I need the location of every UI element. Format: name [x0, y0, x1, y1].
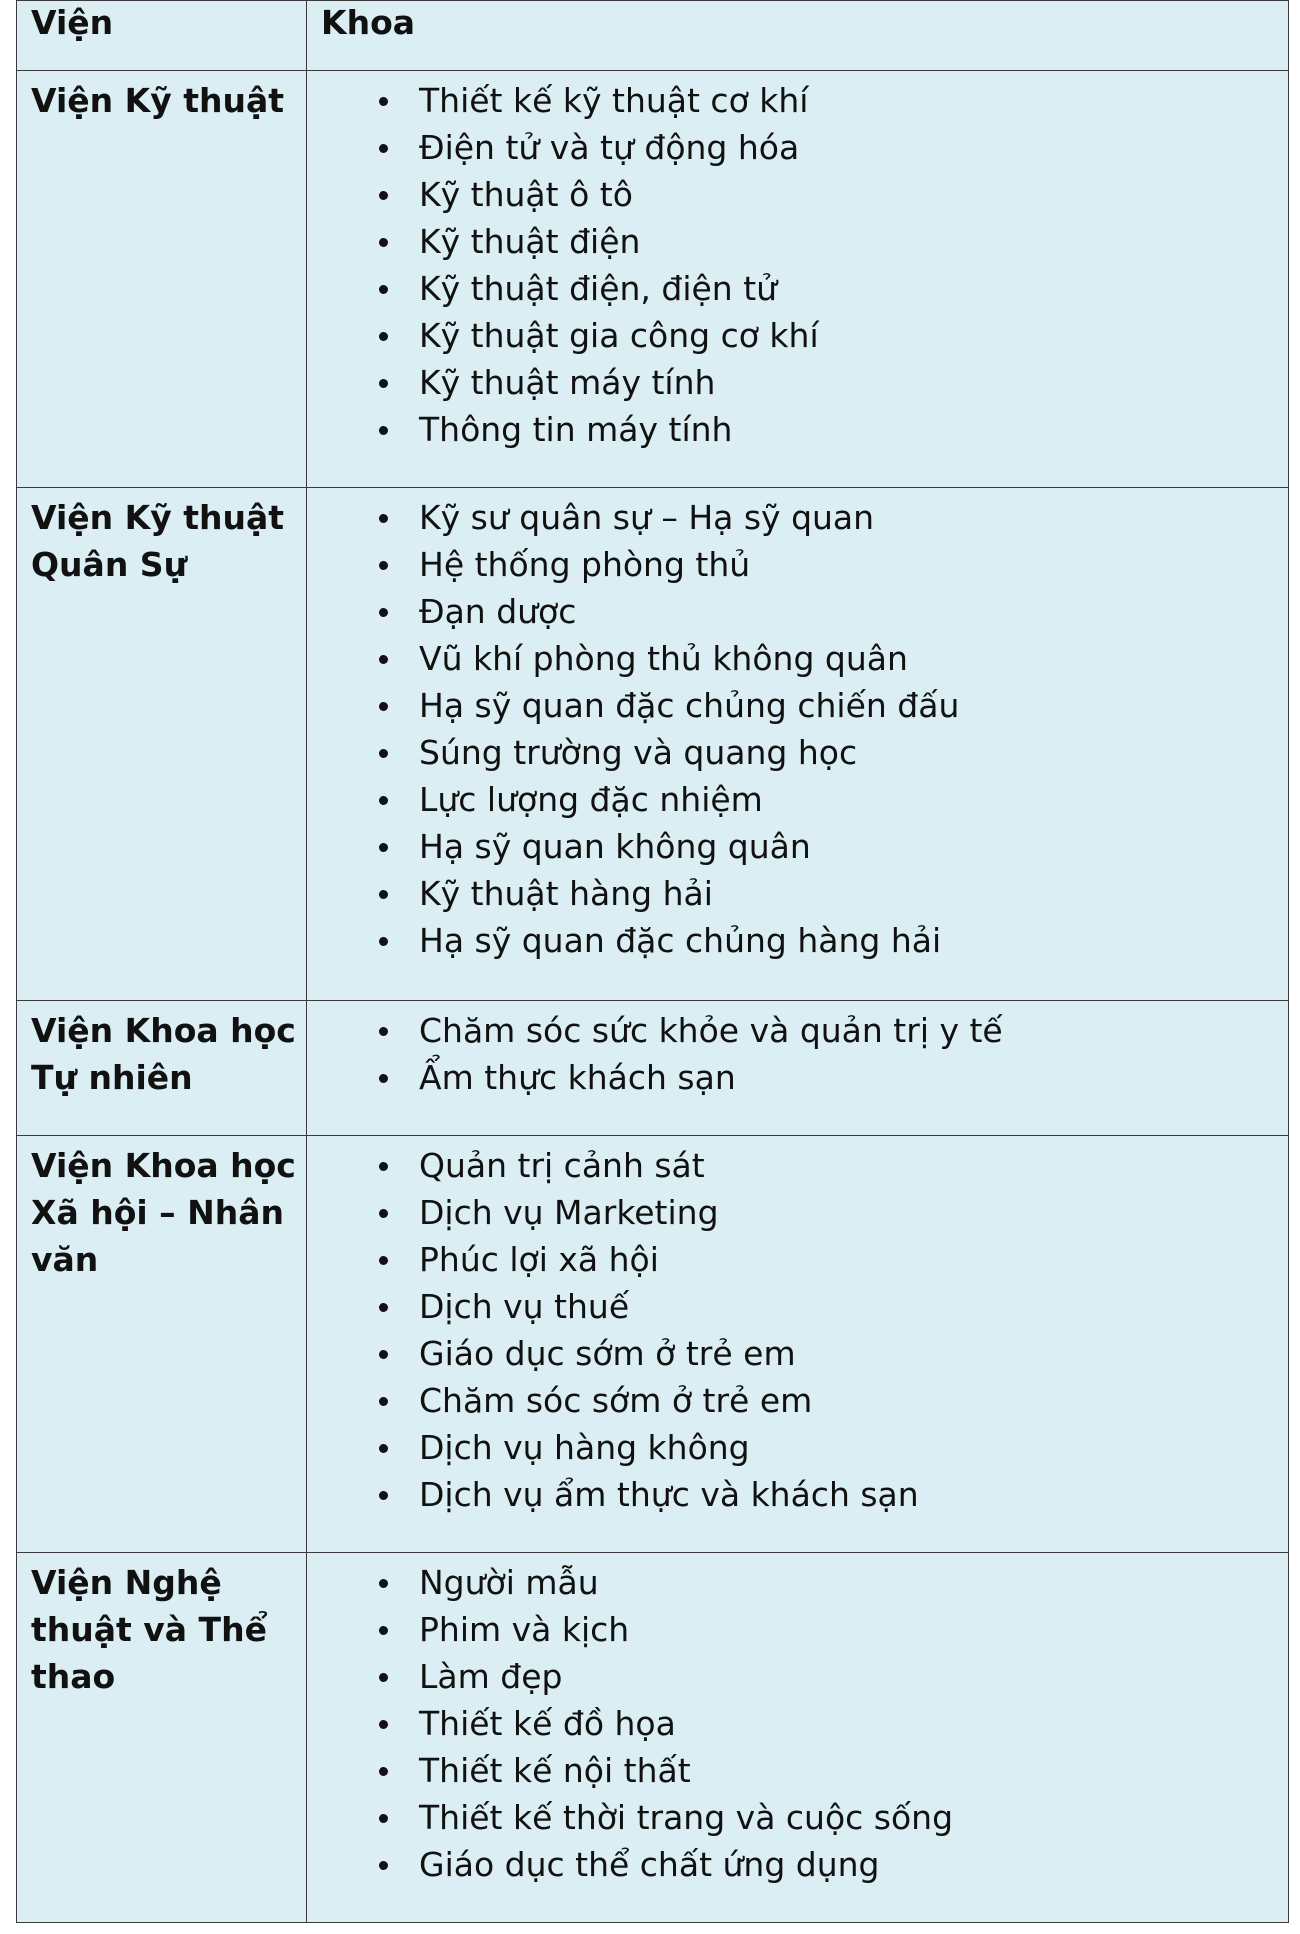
- list-item: [307, 823, 1288, 870]
- department-name: Kỹ thuật ô tô: [419, 175, 633, 214]
- bullet-icon: [379, 608, 388, 617]
- header-vien: [17, 1, 307, 71]
- department-name: Thiết kế thời trang và cuộc sống: [419, 1798, 954, 1837]
- list-item: [307, 1653, 1288, 1700]
- institute-cell: [17, 1553, 307, 1923]
- department-list: [307, 1136, 1288, 1518]
- list-item: [307, 776, 1288, 823]
- department-name: Ẩm thực khách sạn: [419, 1058, 736, 1097]
- bullet-icon: [379, 1491, 388, 1500]
- list-item: [307, 218, 1288, 265]
- department-name: Chăm sóc sức khỏe và quản trị y tế: [419, 1011, 1003, 1050]
- department-list: [307, 488, 1288, 964]
- list-item: [307, 1189, 1288, 1236]
- list-item: [307, 1142, 1288, 1189]
- department-name: Quản trị cảnh sát: [419, 1146, 705, 1185]
- table-row: [17, 71, 1289, 488]
- department-name: Súng trường và quang học: [419, 733, 858, 772]
- list-item: [307, 494, 1288, 541]
- list-item: [307, 77, 1288, 124]
- list-item: [307, 917, 1288, 964]
- bullet-icon: [379, 1256, 388, 1265]
- institute-cell: [17, 1001, 307, 1136]
- department-name: Kỹ thuật điện: [419, 222, 641, 261]
- department-name: Giáo dục sớm ở trẻ em: [419, 1334, 796, 1373]
- department-cell: [307, 71, 1289, 488]
- institute-name-line: văn: [31, 1240, 99, 1279]
- bullet-icon: [379, 1767, 388, 1776]
- institutes-table: [16, 0, 1289, 1923]
- bullet-icon: [379, 426, 388, 435]
- list-item: [307, 1700, 1288, 1747]
- bullet-icon: [379, 97, 388, 106]
- bullet-icon: [379, 332, 388, 341]
- institute-name-line: Viện Kỹ thuật: [31, 498, 285, 537]
- list-item: [307, 1841, 1288, 1888]
- bullet-icon: [379, 890, 388, 899]
- list-item: [307, 1606, 1288, 1653]
- department-cell: [307, 1136, 1289, 1553]
- institute-name: [17, 1001, 306, 1101]
- bullet-icon: [379, 1720, 388, 1729]
- bullet-icon: [379, 1861, 388, 1870]
- list-item: [307, 1747, 1288, 1794]
- list-item: [307, 312, 1288, 359]
- institute-name-line: Xã hội – Nhân: [31, 1193, 285, 1232]
- header-khoa: [307, 1, 1289, 71]
- department-name: Kỹ thuật điện, điện tử: [419, 269, 778, 308]
- department-name: Kỹ thuật hàng hải: [419, 874, 713, 913]
- bullet-icon: [379, 1397, 388, 1406]
- list-item: [307, 1054, 1288, 1101]
- table-row: [17, 488, 1289, 1001]
- institute-name-line: Viện Nghệ: [31, 1563, 222, 1602]
- list-item: [307, 1330, 1288, 1377]
- bullet-icon: [379, 843, 388, 852]
- institute-name: [17, 1553, 306, 1700]
- bullet-icon: [379, 1673, 388, 1682]
- bullet-icon: [379, 514, 388, 523]
- department-name: Phim và kịch: [419, 1610, 630, 1649]
- list-item: [307, 1236, 1288, 1283]
- institute-name-line: Viện Khoa học: [31, 1011, 296, 1050]
- bullet-icon: [379, 1814, 388, 1823]
- department-list: [307, 1553, 1288, 1888]
- bullet-icon: [379, 285, 388, 294]
- institute-name: [17, 488, 306, 588]
- department-name: Thiết kế đồ họa: [419, 1704, 676, 1743]
- list-item: [307, 171, 1288, 218]
- department-name: Lực lượng đặc nhiệm: [419, 780, 763, 819]
- department-name: Thông tin máy tính: [419, 410, 733, 449]
- table-header-row: [17, 1, 1289, 71]
- department-name: Làm đẹp: [419, 1657, 563, 1696]
- list-item: [307, 1794, 1288, 1841]
- list-item: [307, 1377, 1288, 1424]
- department-name: Phúc lợi xã hội: [419, 1240, 659, 1279]
- department-name: Giáo dục thể chất ứng dụng: [419, 1845, 880, 1884]
- department-name: Người mẫu: [419, 1563, 599, 1602]
- department-list: [307, 71, 1288, 453]
- institute-name-line: thuật và Thể: [31, 1610, 267, 1649]
- department-cell: [307, 488, 1289, 1001]
- department-name: Kỹ thuật máy tính: [419, 363, 716, 402]
- department-name: Dịch vụ Marketing: [419, 1193, 719, 1232]
- department-name: Kỹ sư quân sự – Hạ sỹ quan: [419, 498, 875, 537]
- list-item: [307, 635, 1288, 682]
- table-row: [17, 1553, 1289, 1923]
- institute-cell: [17, 1136, 307, 1553]
- bullet-icon: [379, 702, 388, 711]
- list-item: [307, 124, 1288, 171]
- bullet-icon: [379, 655, 388, 664]
- list-item: [307, 359, 1288, 406]
- bullet-icon: [379, 1350, 388, 1359]
- list-item: [307, 1283, 1288, 1330]
- department-name: Thiết kế nội thất: [419, 1751, 691, 1790]
- department-name: Kỹ thuật gia công cơ khí: [419, 316, 819, 355]
- institute-cell: [17, 488, 307, 1001]
- bullet-icon: [379, 749, 388, 758]
- bullet-icon: [379, 1027, 388, 1036]
- bullet-icon: [379, 144, 388, 153]
- table-row: [17, 1001, 1289, 1136]
- list-item: [307, 1424, 1288, 1471]
- institute-name: [17, 71, 306, 124]
- bullet-icon: [379, 1626, 388, 1635]
- department-name: Dịch vụ hàng không: [419, 1428, 750, 1467]
- department-name: Chăm sóc sớm ở trẻ em: [419, 1381, 813, 1420]
- department-name: Thiết kế kỹ thuật cơ khí: [419, 81, 809, 120]
- institute-name-line: thao: [31, 1657, 116, 1696]
- department-name: Dịch vụ ẩm thực và khách sạn: [419, 1475, 919, 1514]
- list-item: [307, 1471, 1288, 1518]
- institute-name-line: Viện Khoa học: [31, 1146, 296, 1185]
- bullet-icon: [379, 796, 388, 805]
- bullet-icon: [379, 1162, 388, 1171]
- bullet-icon: [379, 1303, 388, 1312]
- institute-name-line: Quân Sự: [31, 545, 188, 584]
- bullet-icon: [379, 1209, 388, 1218]
- list-item: [307, 682, 1288, 729]
- table-row: [17, 1136, 1289, 1553]
- list-item: [307, 729, 1288, 776]
- department-name: Hạ sỹ quan đặc chủng hàng hải: [419, 921, 942, 960]
- list-item: [307, 406, 1288, 453]
- list-item: [307, 265, 1288, 312]
- list-item: [307, 1559, 1288, 1606]
- bullet-icon: [379, 937, 388, 946]
- department-name: Dịch vụ thuế: [419, 1287, 630, 1326]
- institutes-table-container: [16, 0, 1288, 1923]
- bullet-icon: [379, 561, 388, 570]
- list-item: [307, 588, 1288, 635]
- department-cell: [307, 1001, 1289, 1136]
- department-name: Điện tử và tự động hóa: [419, 128, 800, 167]
- department-name: Hạ sỹ quan không quân: [419, 827, 811, 866]
- department-name: Hệ thống phòng thủ: [419, 545, 751, 584]
- bullet-icon: [379, 191, 388, 200]
- institute-name: [17, 1136, 306, 1283]
- department-name: Vũ khí phòng thủ không quân: [419, 639, 908, 678]
- department-cell: [307, 1553, 1289, 1923]
- list-item: [307, 870, 1288, 917]
- bullet-icon: [379, 238, 388, 247]
- list-item: [307, 1007, 1288, 1054]
- header-vien-label: Viện: [31, 3, 114, 42]
- institute-name-line: Viện Kỹ thuật: [31, 81, 285, 120]
- department-name: Đạn dược: [419, 592, 577, 631]
- list-item: [307, 541, 1288, 588]
- institute-name-line: Tự nhiên: [31, 1058, 193, 1097]
- bullet-icon: [379, 1579, 388, 1588]
- bullet-icon: [379, 1444, 388, 1453]
- department-list: [307, 1001, 1288, 1101]
- header-khoa-label: Khoa: [321, 3, 416, 42]
- bullet-icon: [379, 1074, 388, 1083]
- bullet-icon: [379, 379, 388, 388]
- institute-cell: [17, 71, 307, 488]
- department-name: Hạ sỹ quan đặc chủng chiến đấu: [419, 686, 960, 725]
